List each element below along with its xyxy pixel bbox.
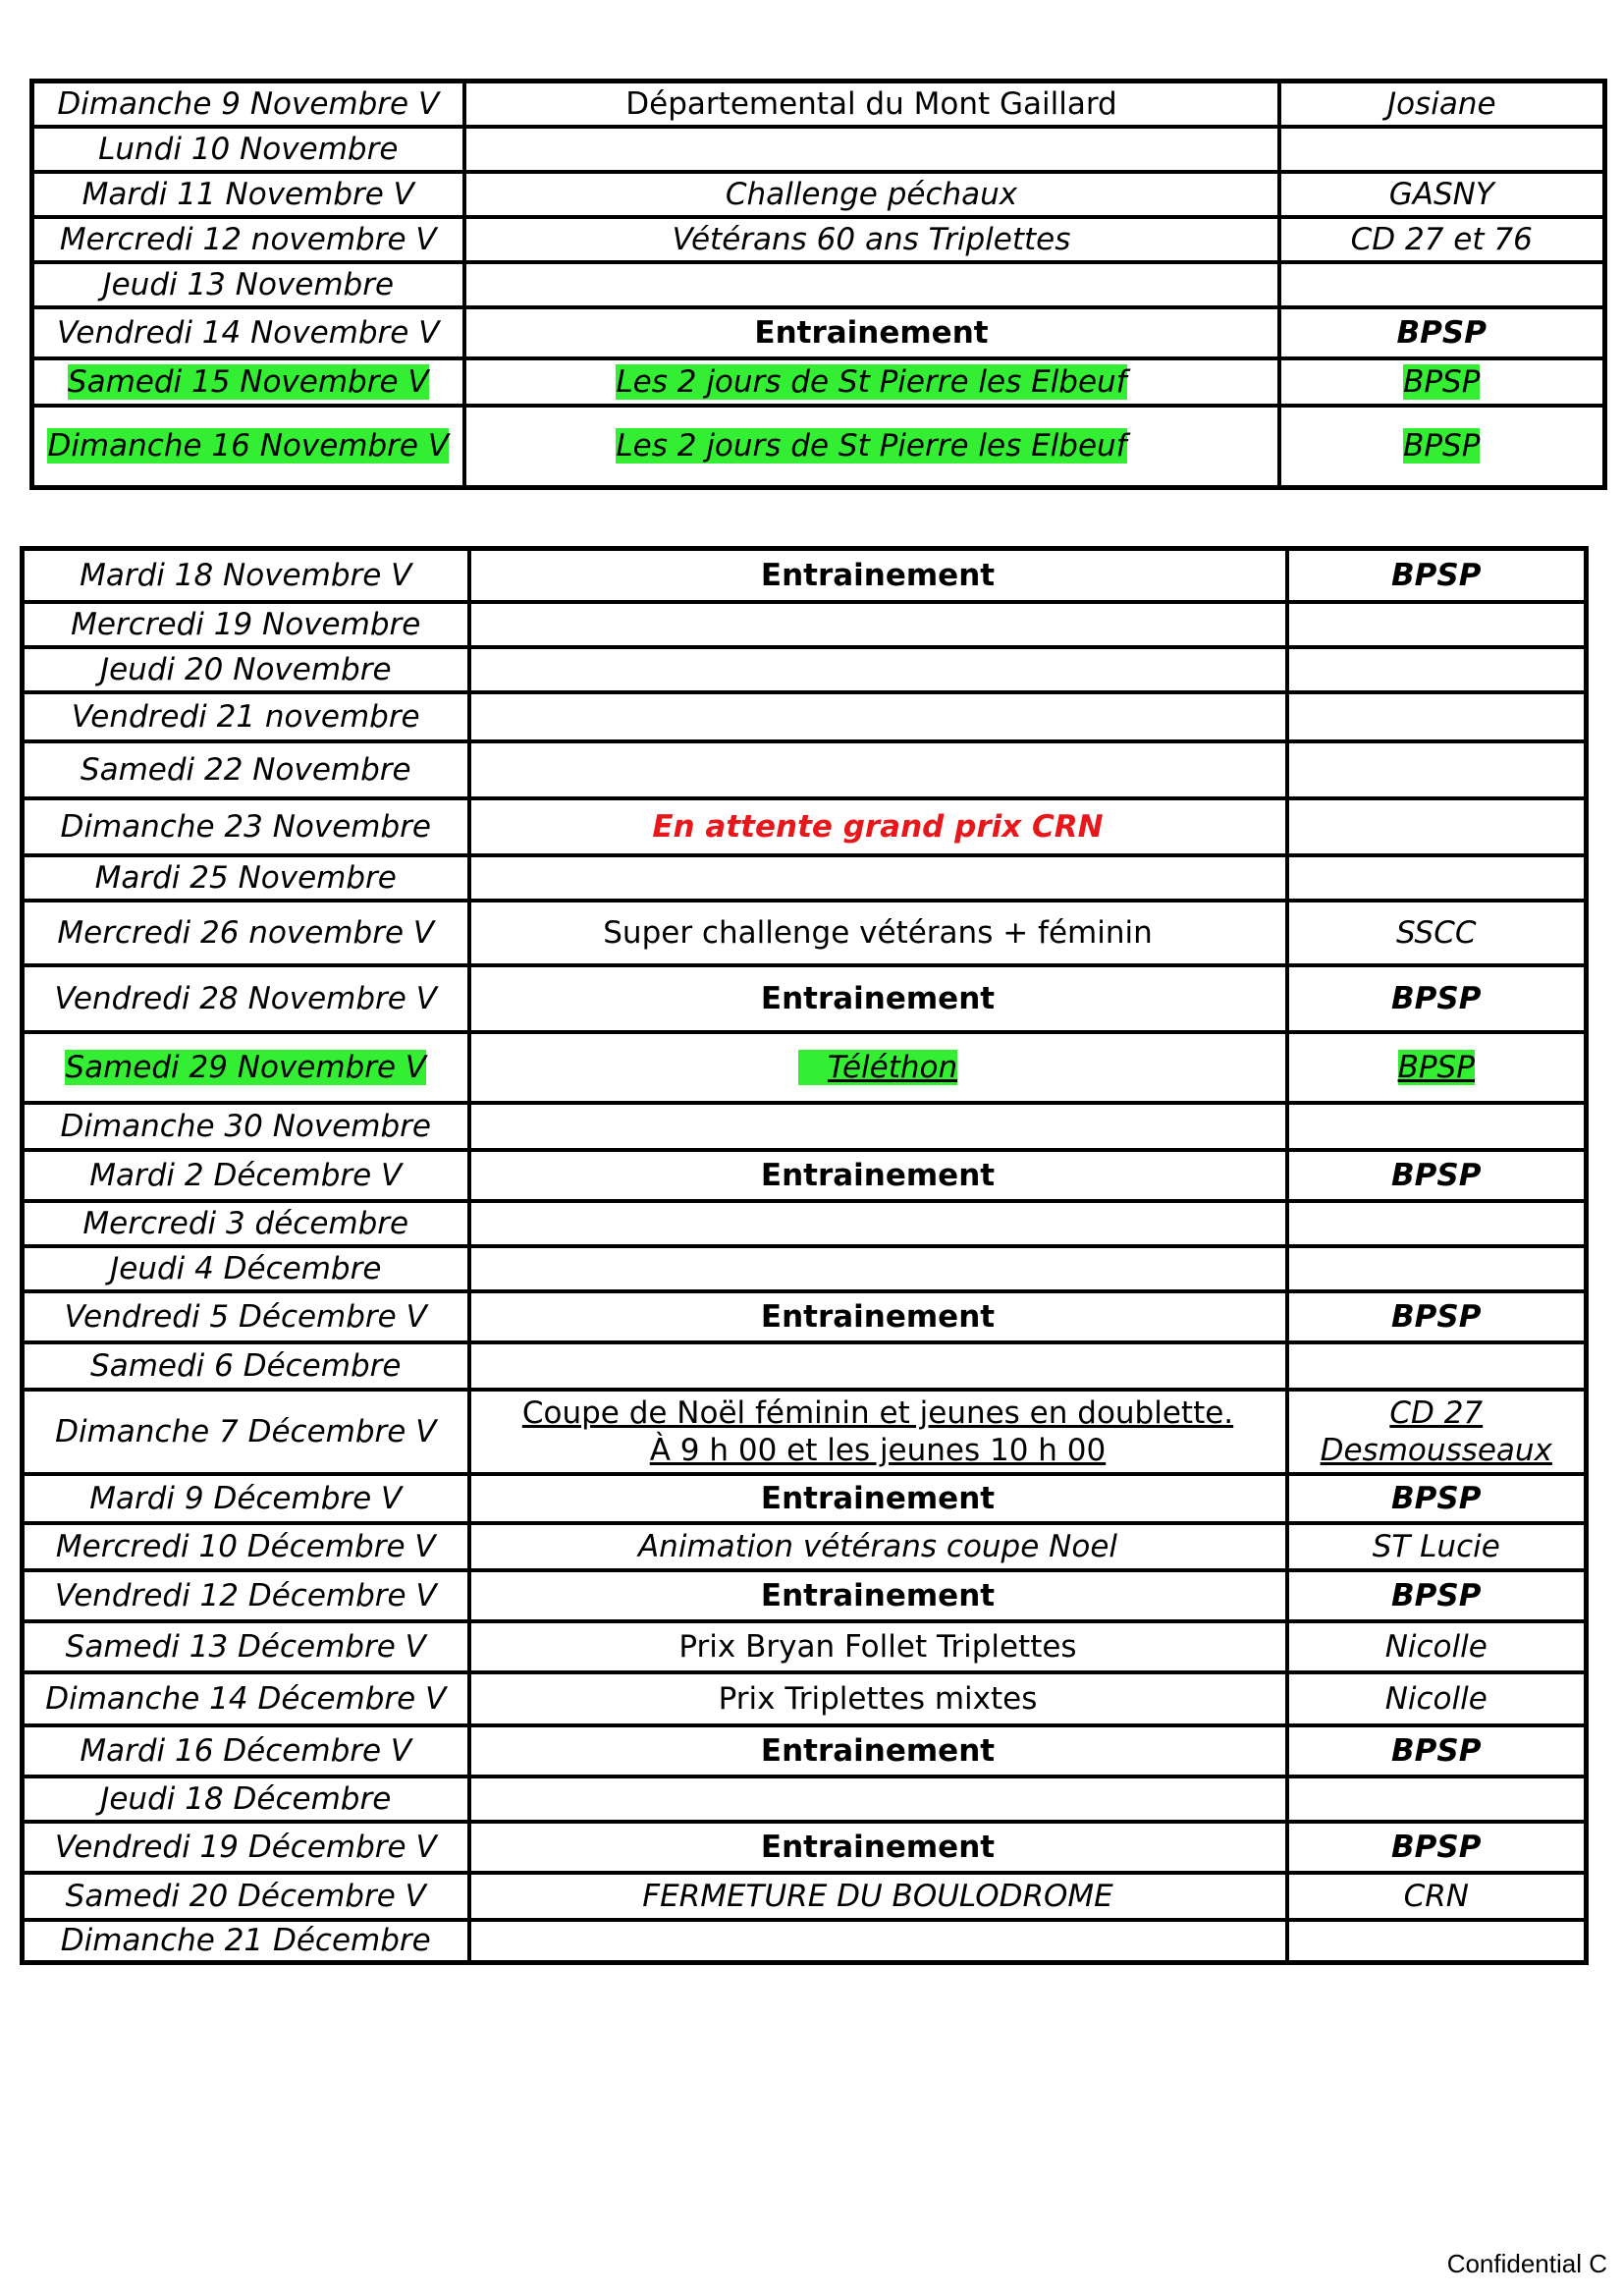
event-cell: Prix Triplettes mixtes (469, 1672, 1287, 1725)
event-cell (469, 602, 1287, 647)
organizer-text-highlighted: BPSP (1397, 1049, 1475, 1085)
event-cell (469, 1342, 1287, 1390)
organizer-cell (1287, 798, 1587, 855)
day-cell: Dimanche 23 Novembre (23, 798, 469, 855)
table-row (23, 901, 1587, 965)
day-cell: Mardi 25 Novembre (23, 855, 469, 901)
table-row (23, 1342, 1587, 1390)
event-cell: Entrainement (464, 307, 1279, 358)
day-cell: Mercredi 3 décembre (23, 1201, 469, 1246)
table-row (23, 1291, 1587, 1342)
day-cell: Jeudi 18 Décembre (23, 1777, 469, 1822)
event-cell (464, 406, 1279, 488)
day-text-highlighted: Samedi 29 Novembre V (65, 1049, 427, 1085)
event-text-highlighted: Les 2 jours de St Pierre les Elbeuf (616, 363, 1127, 400)
organizer-cell (1279, 406, 1605, 488)
organizer-cell (1287, 647, 1587, 692)
day-cell: Dimanche 14 Décembre V (23, 1672, 469, 1725)
event-cell (469, 647, 1287, 692)
organizer-cell (1279, 262, 1605, 307)
event-cell (469, 1777, 1287, 1822)
event-cell (469, 1246, 1287, 1291)
organizer-cell: BPSP (1287, 1570, 1587, 1621)
table-row (23, 1621, 1587, 1672)
event-cell (469, 1032, 1287, 1103)
event-cell (464, 127, 1279, 172)
organizer-cell (1287, 1032, 1587, 1103)
day-cell: Jeudi 20 Novembre (23, 647, 469, 692)
organizer-line-2: Desmousseaux (1320, 1432, 1552, 1468)
organizer-cell (1287, 692, 1587, 741)
day-text-highlighted: Samedi 15 Novembre V (67, 363, 429, 400)
event-cell (464, 358, 1279, 406)
table-row (23, 602, 1587, 647)
event-cell (469, 1920, 1287, 1963)
table-row (23, 1246, 1587, 1291)
table-row (23, 647, 1587, 692)
table-row (32, 406, 1605, 488)
day-cell: Mercredi 19 Novembre (23, 602, 469, 647)
day-cell: Dimanche 21 Décembre (23, 1920, 469, 1963)
organizer-cell: Nicolle (1287, 1672, 1587, 1725)
event-cell (469, 855, 1287, 901)
event-cell: Animation vétérans coupe Noel (469, 1523, 1287, 1570)
event-cell: Entrainement (469, 549, 1287, 602)
table-row (23, 1201, 1587, 1246)
organizer-cell: CD 27 et 76 (1279, 217, 1605, 262)
event-cell: Prix Bryan Follet Triplettes (469, 1621, 1287, 1672)
day-cell: Vendredi 14 Novembre V (32, 307, 464, 358)
event-cell: Entrainement (469, 1291, 1287, 1342)
event-line-2: À 9 h 00 et les jeunes 10 h 00 (649, 1432, 1107, 1468)
organizer-cell: BPSP (1287, 1725, 1587, 1777)
table-row (23, 1523, 1587, 1570)
organizer-cell: SSCC (1287, 901, 1587, 965)
day-cell: Mardi 16 Décembre V (23, 1725, 469, 1777)
event-cell (469, 1201, 1287, 1246)
table-row (23, 1873, 1587, 1920)
confidentiality-footer: Confidential C (1446, 2249, 1607, 2278)
day-cell: Vendredi 19 Décembre V (23, 1822, 469, 1873)
day-cell: Vendredi 5 Décembre V (23, 1291, 469, 1342)
event-text-highlighted: Les 2 jours de St Pierre les Elbeuf (616, 428, 1127, 465)
table-row (23, 549, 1587, 602)
table-row (32, 217, 1605, 262)
organizer-cell (1287, 855, 1587, 901)
event-cell: Entrainement (469, 965, 1287, 1032)
organizer-cell (1287, 1920, 1587, 1963)
event-cell: Départemental du Mont Gaillard (464, 82, 1279, 127)
day-cell: Samedi 6 Décembre (23, 1342, 469, 1390)
day-cell: Jeudi 13 Novembre (32, 262, 464, 307)
organizer-cell: BPSP (1287, 965, 1587, 1032)
table-row (23, 1822, 1587, 1873)
table-row (32, 127, 1605, 172)
organizer-cell: BPSP (1287, 1291, 1587, 1342)
event-cell (469, 1103, 1287, 1150)
table-row (23, 1390, 1587, 1474)
table-row (23, 1672, 1587, 1725)
schedule-table-november-1 (29, 79, 1607, 490)
day-cell: Vendredi 12 Décembre V (23, 1570, 469, 1621)
organizer-cell (1279, 358, 1605, 406)
event-text-highlighted: Téléthon (798, 1050, 957, 1085)
table-row (32, 358, 1605, 406)
table-row (23, 965, 1587, 1032)
organizer-cell (1287, 1103, 1587, 1150)
day-cell: Lundi 10 Novembre (32, 127, 464, 172)
table-row (23, 1474, 1587, 1523)
organizer-cell (1287, 1777, 1587, 1822)
organizer-cell: GASNY (1279, 172, 1605, 217)
organizer-cell: BPSP (1287, 1150, 1587, 1201)
event-cell (469, 1390, 1287, 1474)
event-cell: Entrainement (469, 1474, 1287, 1523)
organizer-cell: CRN (1287, 1873, 1587, 1920)
event-cell: FERMETURE DU BOULODROME (469, 1873, 1287, 1920)
event-cell: Super challenge vétérans + féminin (469, 901, 1287, 965)
day-text-highlighted: Dimanche 16 Novembre V (47, 428, 450, 465)
organizer-cell: Josiane (1279, 82, 1605, 127)
day-cell: Jeudi 4 Décembre (23, 1246, 469, 1291)
day-cell (32, 358, 464, 406)
organizer-text-highlighted: BPSP (1403, 363, 1481, 400)
event-cell: Entrainement (469, 1570, 1287, 1621)
organizer-cell (1279, 127, 1605, 172)
organizer-cell: Nicolle (1287, 1621, 1587, 1672)
event-cell (469, 692, 1287, 741)
organizer-cell (1287, 602, 1587, 647)
organizer-cell (1287, 741, 1587, 798)
table-row (23, 1150, 1587, 1201)
day-cell: Mardi 18 Novembre V (23, 549, 469, 602)
table-row (23, 1032, 1587, 1103)
organizer-cell: BPSP (1279, 307, 1605, 358)
event-cell: Challenge péchaux (464, 172, 1279, 217)
event-cell: En attente grand prix CRN (469, 798, 1287, 855)
table-row (32, 262, 1605, 307)
day-cell: Dimanche 30 Novembre (23, 1103, 469, 1150)
day-cell: Samedi 20 Décembre V (23, 1873, 469, 1920)
table-row (32, 82, 1605, 127)
event-cell: Entrainement (469, 1150, 1287, 1201)
organizer-line-1: CD 27 (1389, 1394, 1484, 1431)
organizer-cell: BPSP (1287, 1822, 1587, 1873)
day-cell: Mardi 9 Décembre V (23, 1474, 469, 1523)
day-cell: Mercredi 12 novembre V (32, 217, 464, 262)
event-cell (469, 741, 1287, 798)
organizer-cell (1287, 1201, 1587, 1246)
table-row (32, 307, 1605, 358)
organizer-cell: ST Lucie (1287, 1523, 1587, 1570)
table-row (23, 1725, 1587, 1777)
day-cell: Mercredi 10 Décembre V (23, 1523, 469, 1570)
day-cell: Dimanche 7 Décembre V (23, 1390, 469, 1474)
table-row (23, 855, 1587, 901)
day-cell: Samedi 13 Décembre V (23, 1621, 469, 1672)
day-cell: Mercredi 26 novembre V (23, 901, 469, 965)
table-row (23, 1777, 1587, 1822)
event-cell: Entrainement (469, 1822, 1287, 1873)
day-cell: Samedi 22 Novembre (23, 741, 469, 798)
organizer-cell (1287, 1246, 1587, 1291)
table-row (23, 1103, 1587, 1150)
day-cell: Vendredi 28 Novembre V (23, 965, 469, 1032)
event-line-1: Coupe de Noël féminin et jeunes en doublette. (521, 1394, 1234, 1431)
event-cell (464, 262, 1279, 307)
schedule-table-november-december (20, 546, 1589, 1965)
event-cell: Vétérans 60 ans Triplettes (464, 217, 1279, 262)
table-row (32, 172, 1605, 217)
table-row (23, 741, 1587, 798)
event-cell: Entrainement (469, 1725, 1287, 1777)
organizer-text-highlighted: BPSP (1403, 428, 1481, 465)
day-cell (23, 1032, 469, 1103)
day-cell: Mardi 11 Novembre V (32, 172, 464, 217)
table-row (23, 798, 1587, 855)
day-cell: Vendredi 21 novembre (23, 692, 469, 741)
organizer-cell: BPSP (1287, 1474, 1587, 1523)
day-cell: Mardi 2 Décembre V (23, 1150, 469, 1201)
day-cell (32, 406, 464, 488)
organizer-cell (1287, 1390, 1587, 1474)
table-row (23, 1570, 1587, 1621)
table-row (23, 1920, 1587, 1963)
table-row (23, 692, 1587, 741)
organizer-cell (1287, 1342, 1587, 1390)
day-cell: Dimanche 9 Novembre V (32, 82, 464, 127)
organizer-cell: BPSP (1287, 549, 1587, 602)
